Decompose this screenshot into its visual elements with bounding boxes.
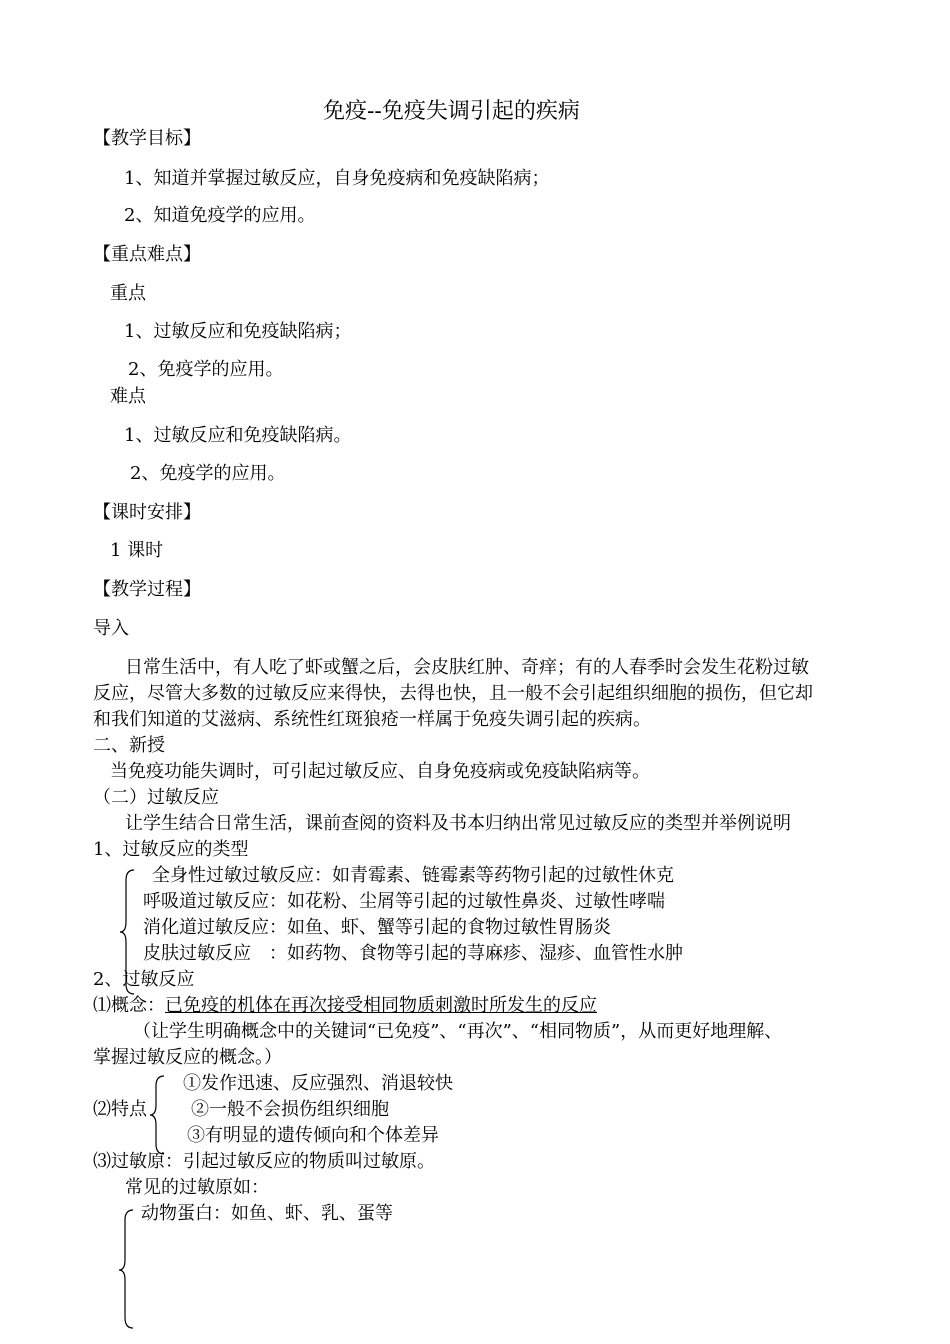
schedule-heading: 【课时安排】 <box>93 502 201 523</box>
intro-line: 反应，尽管大多数的过敏反应来得快，去得也快，且一般不会引起组织细胞的损伤，但它却 <box>93 683 813 704</box>
features-brace <box>146 1072 176 1158</box>
types-heading: 1、过敏反应的类型 <box>93 839 249 860</box>
new-lesson-label: 二、新授 <box>93 735 165 756</box>
intro-label: 导入 <box>93 618 129 639</box>
allergy-heading: （二）过敏反应 <box>93 787 219 808</box>
feature-item: ②一般不会损伤组织细胞 <box>191 1099 389 1120</box>
allergen-item: 动物蛋白：如鱼、虾、乳、蛋等 <box>141 1203 393 1224</box>
focus-item: 2、免疫学的应用。 <box>128 359 284 380</box>
objective-item: 2、知道免疫学的应用。 <box>124 205 316 226</box>
allergy-type-item: 全身性过敏过敏反应：如青霉素、链霉素等药物引起的过敏性休克 <box>152 865 674 886</box>
intro-line: 和我们知道的艾滋病、系统性红斑狼疮一样属于免疫失调引起的疾病。 <box>93 709 651 730</box>
feature-item: ③有明显的遗传倾向和个体差异 <box>187 1125 439 1146</box>
concept-line <box>93 995 597 1017</box>
concept-note: （让学生明确概念中的关键词“已免疫”、“再次”、“相同物质”，从而更好地理解、 <box>133 1021 783 1042</box>
feature-item: ①发作迅速、反应强烈、消退较快 <box>183 1073 453 1094</box>
process-heading: 【教学过程】 <box>93 579 201 600</box>
focus-label: 重点 <box>110 283 146 304</box>
intro-line: 日常生活中，有人吃了虾或蟹之后，会皮肤红肿、奇痒；有的人春季时会发生花粉过敏 <box>125 657 809 678</box>
new-lesson-text: 当免疫功能失调时，可引起过敏反应、自身免疫病或免疫缺陷病等。 <box>110 761 650 782</box>
concept-note: 掌握过敏反应的概念。） <box>93 1047 282 1068</box>
allergy-type-item: 呼吸道过敏反应：如花粉、尘屑等引起的过敏性鼻炎、过敏性哮喘 <box>143 891 665 912</box>
allergy-type-item: 皮肤过敏反应 ：如药物、食物等引起的荨麻疹、湿疹、血管性水肿 <box>143 943 683 964</box>
schedule-value: 1 课时 <box>110 540 164 561</box>
reaction-heading: 2、过敏反应 <box>93 969 195 990</box>
allergy-intro: 让学生结合日常生活，课前查阅的资料及书本归纳出常见过敏反应的类型并举例说明 <box>125 813 791 834</box>
allergen-definition: ⑶过敏原：引起过敏反应的物质叫过敏原。 <box>93 1151 435 1172</box>
common-allergens-label: 常见的过敏原如： <box>125 1177 269 1198</box>
difficulty-item: 2、免疫学的应用。 <box>130 463 286 484</box>
difficulty-item: 1、过敏反应和免疫缺陷病。 <box>124 425 352 446</box>
difficulty-label: 难点 <box>110 386 146 407</box>
key-points-heading: 【重点难点】 <box>93 244 201 265</box>
features-label: ⑵特点 <box>93 1099 147 1120</box>
concept-text: 已免疫的机体在再次接受相同物质刺激时所发生的反应 <box>165 995 597 1016</box>
focus-item: 1、过敏反应和免疫缺陷病； <box>124 321 352 342</box>
page-title: 免疫--免疫失调引起的疾病 <box>323 99 580 124</box>
objective-item: 1、知道并掌握过敏反应，自身免疫病和免疫缺陷病； <box>124 168 550 189</box>
concept-label: ⑴概念： <box>93 995 165 1016</box>
allergy-type-item: 消化道过敏反应：如鱼、虾、蟹等引起的食物过敏性胃肠炎 <box>143 917 611 938</box>
objectives-heading: 【教学目标】 <box>93 128 201 149</box>
